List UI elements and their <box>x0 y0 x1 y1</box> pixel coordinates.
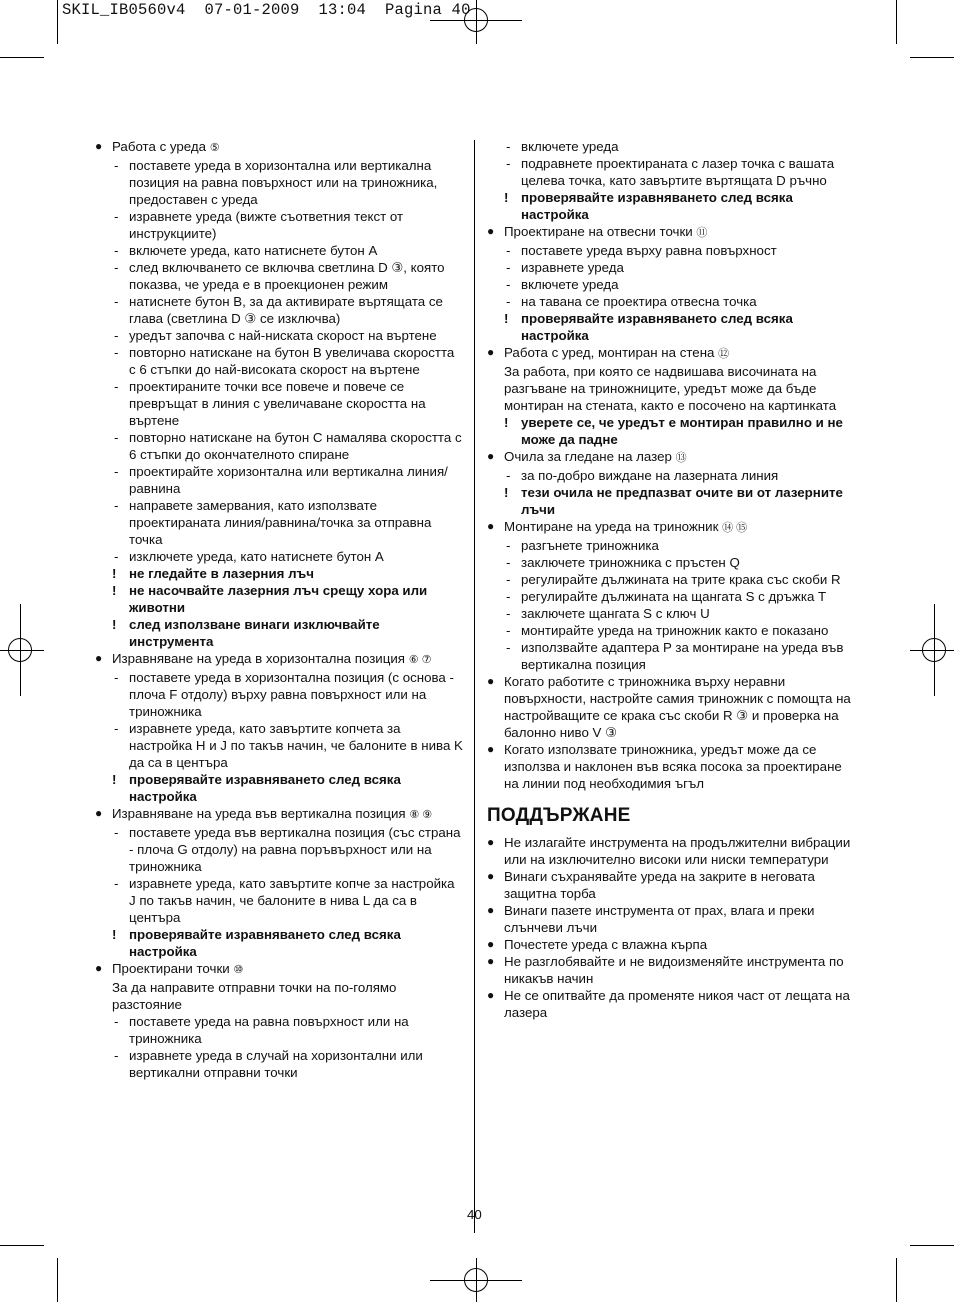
item-text: Когато използвате триножника, уредът може да се използва и наклонен във всяка посока за проектиране на линии под необходимия ъгъл <box>504 742 842 791</box>
dash-symbol: - <box>114 430 119 445</box>
bullet-symbol: ● <box>487 954 495 968</box>
item-text: Проектирани точки <box>112 961 230 976</box>
item-text: Винаги пазете инструмента от прах, влага и преки слънчеви лъчи <box>504 903 815 935</box>
dash-symbol: - <box>506 555 511 570</box>
item-text: Работа с уред, монтиран на стена <box>504 345 715 360</box>
dash-symbol: - <box>114 721 119 736</box>
item-text: включете уреда <box>521 139 619 154</box>
bullet-symbol: ● <box>487 224 495 238</box>
item-text: изравнете уреда <box>521 260 624 275</box>
page-number: 40 <box>467 1207 482 1222</box>
warning-symbol: ! <box>112 617 117 632</box>
dash-symbol: - <box>114 379 119 394</box>
item-text: поставете уреда в хоризонтална позиция (с основа - плоча F отдолу) върху равна повърхност или на триножника <box>129 670 454 719</box>
item-text: включете уреда, като натиснете бутон А <box>129 243 378 258</box>
dash-symbol: - <box>506 589 511 604</box>
warning-item <box>484 189 856 223</box>
dash-symbol: - <box>506 640 511 655</box>
item-text: Монтиране на уреда на триножник <box>504 519 719 534</box>
item-text: Не се опитвайте да променяте никоя част от лещата на лазера <box>504 988 850 1020</box>
item-text: Проектиране на отвесни точки <box>504 224 693 239</box>
item-text: заключете щангата S с ключ U <box>521 606 710 621</box>
dash-symbol: - <box>114 670 119 685</box>
dash-symbol: - <box>506 260 511 275</box>
item-text: не гледайте в лазерния лъч <box>129 566 314 581</box>
bullet-symbol: ● <box>95 139 103 153</box>
item-text: проектирайте хоризонтална или вертикална линия/равнина <box>129 464 448 496</box>
dash-symbol: - <box>114 1048 119 1063</box>
bullet-symbol: ● <box>95 806 103 820</box>
dash-item <box>484 639 856 673</box>
bullet-item <box>484 344 856 363</box>
bullet-symbol: ● <box>487 519 495 533</box>
item-text: изключете уреда, като натиснете бутон А <box>129 549 384 564</box>
dash-item <box>92 720 464 771</box>
dash-symbol: - <box>114 260 119 275</box>
bullet-symbol: ● <box>487 345 495 359</box>
item-text: след включването се включва светлина D ③, която показва, че уреда е в проекционен режим <box>129 260 445 292</box>
item-text: на тавана се проектира отвесна точка <box>521 294 757 309</box>
warning-symbol: ! <box>504 190 509 205</box>
warning-item <box>92 565 464 582</box>
bullet-item <box>484 223 856 242</box>
dash-symbol: - <box>114 243 119 258</box>
section-heading: ПОДДЪРЖАНЕ <box>487 805 631 826</box>
item-text: проверявайте изравняването след всяка настройка <box>129 927 401 959</box>
dash-symbol: - <box>114 549 119 564</box>
item-text: изравнете уреда (вижте съответния текст от инструкциите) <box>129 209 404 241</box>
item-text: за по-добро виждане на лазерната линия <box>521 468 779 483</box>
item-text: Почестете уреда с влажна кърпа <box>504 937 708 952</box>
item-text: проверявайте изравняването след всяка настройка <box>521 190 793 222</box>
dash-symbol: - <box>506 468 511 483</box>
dash-item <box>484 571 856 588</box>
dash-symbol: - <box>114 345 119 360</box>
item-text: разгънете триножника <box>521 538 659 553</box>
item-text: включете уреда <box>521 277 619 292</box>
warning-symbol: ! <box>112 927 117 942</box>
dash-symbol: - <box>114 158 119 173</box>
dash-symbol: - <box>506 156 511 171</box>
warning-symbol: ! <box>112 566 117 581</box>
warning-item <box>92 926 464 960</box>
paragraph: За да направите отправни точки на по-голямо разстояние <box>112 980 397 1012</box>
item-text: след използване винаги изключвайте инструмента <box>129 617 380 649</box>
dash-symbol: - <box>114 209 119 224</box>
figure-reference: ⑥ ⑦ <box>408 654 432 666</box>
item-text: повторно натискане на бутон С намалява скоростта с 6 стъпки до окончателното спиране <box>129 430 462 462</box>
item-text: проверявайте изравняването след всяка настройка <box>521 311 793 343</box>
bullet-item <box>484 448 856 467</box>
dash-item <box>484 605 856 622</box>
dash-item <box>484 155 856 189</box>
dash-item <box>484 467 856 484</box>
bullet-symbol: ● <box>487 835 495 849</box>
item-text: поставете уреда върху равна повърхност <box>521 243 777 258</box>
dash-item <box>484 622 856 639</box>
dash-symbol: - <box>506 538 511 553</box>
figure-reference: ⑭ ⑮ <box>722 522 748 534</box>
warning-symbol: ! <box>504 485 509 500</box>
column-divider <box>474 140 475 1233</box>
dash-item <box>92 242 464 259</box>
item-text: регулирайте дължината на трите крака със скоби R <box>521 572 841 587</box>
item-text: Не излагайте инструмента на продължителни вибрации или на изключително високи или ниски температури <box>504 835 851 867</box>
item-text: тези очила не предпазват очите ви от лазерните лъчи <box>521 485 843 517</box>
item-text: Винаги съхранявайте уреда на закрите в неговата защитна торба <box>504 869 815 901</box>
bullet-item <box>484 868 856 902</box>
item-text: поставете уреда във вертикална позиция (със страна - плоча G отдолу) на равна поръвърхност или на триножника <box>129 825 461 874</box>
warning-item <box>92 582 464 616</box>
dash-item <box>92 208 464 242</box>
item-text: проверявайте изравняването след всяка настройка <box>129 772 401 804</box>
item-text: Изравняване на уреда във вертикална позиция <box>112 806 406 821</box>
paragraph: За работа, при която се надвишава височината на разгъване на триножниците, уредът може да бъде монтиран на стената, както е посочено на картинката <box>504 364 837 413</box>
bullet-item <box>484 902 856 936</box>
dash-item <box>92 157 464 208</box>
dash-symbol: - <box>114 464 119 479</box>
item-text: използвайте адаптера P за монтиране на уреда във вертикална позиция <box>521 640 844 672</box>
dash-item <box>92 497 464 548</box>
bullet-item <box>484 936 856 953</box>
dash-symbol: - <box>114 1014 119 1029</box>
dash-symbol: - <box>114 294 119 309</box>
bullet-item <box>92 650 464 669</box>
dash-item <box>484 276 856 293</box>
item-text: повторно натискане на бутон В увеличава скоростта с 6 стъпки до най-високата скорост на въртене <box>129 345 455 377</box>
bullet-symbol: ● <box>95 961 103 975</box>
dash-item <box>484 242 856 259</box>
item-text: Изравняване на уреда в хоризонтална позиция <box>112 651 405 666</box>
warning-symbol: ! <box>504 415 509 430</box>
warning-item <box>484 310 856 344</box>
dash-symbol: - <box>114 876 119 891</box>
warning-item <box>484 414 856 448</box>
item-text: монтирайте уреда на триножник както е показано <box>521 623 829 638</box>
bullet-item <box>92 138 464 157</box>
bullet-symbol: ● <box>95 651 103 665</box>
dash-item <box>92 548 464 565</box>
item-text: изравнете уреда, като завъртите копче за настройка J по такъв начин, че балоните в нива L да са в центъра <box>129 876 455 925</box>
dash-symbol: - <box>506 243 511 258</box>
item-text: Работа с уреда <box>112 139 207 154</box>
right-column <box>484 138 856 1021</box>
bullet-item <box>484 518 856 537</box>
bullet-item <box>484 987 856 1021</box>
warning-symbol: ! <box>112 583 117 598</box>
warning-item <box>92 771 464 805</box>
item-text: Не разглобявайте и не видоизменяйте инструмента по никакъв начин <box>504 954 844 986</box>
item-text: подравнете проектираната с лазер точка с вашата целева точка, като завъртите въртящата D ръчно <box>521 156 835 188</box>
item-text: изравнете уреда, като завъртите копчета за настройка H и J по такъв начин, че балоните в нива K да са в центъра <box>129 721 463 770</box>
item-text: Когато работите с триножника върху неравни повърхности, настройте самия триножник с помощта на настройващите се крака със скоби R ③ и проверка на балонно ниво V ③ <box>504 674 851 740</box>
dash-item <box>92 344 464 378</box>
bullet-item <box>484 953 856 987</box>
item-text: изравнете уреда в случай на хоризонтални или вертикални отправни точки <box>129 1048 423 1080</box>
dash-symbol: - <box>506 623 511 638</box>
bullet-item <box>92 805 464 824</box>
dash-item <box>92 463 464 497</box>
dash-item <box>484 537 856 554</box>
bullet-symbol: ● <box>487 988 495 1002</box>
item-text: проектираните точки все повече и повече се превръщат в линия с увеличаване скоростта на въртене <box>129 379 426 428</box>
figure-reference: ⑬ <box>675 452 687 464</box>
bullet-symbol: ● <box>487 937 495 951</box>
dash-symbol: - <box>506 606 511 621</box>
figure-reference: ⑧ ⑨ <box>409 809 433 821</box>
bullet-symbol: ● <box>487 742 495 756</box>
item-text: направете замервания, като използвате проектираната линия/равнина/точка за отправна точка <box>129 498 432 547</box>
bullet-symbol: ● <box>487 869 495 883</box>
item-text: Очила за гледане на лазер <box>504 449 672 464</box>
dash-item <box>92 669 464 720</box>
bullet-item <box>484 741 856 792</box>
warning-item <box>92 616 464 650</box>
dash-item <box>92 429 464 463</box>
item-text: натиснете бутон В, за да активирате въртящата се глава (светлина D ③ се изключва) <box>129 294 443 326</box>
dash-item <box>92 824 464 875</box>
warning-symbol: ! <box>504 311 509 326</box>
warning-item <box>484 484 856 518</box>
item-text: не насочвайте лазерния лъч срещу хора или животни <box>129 583 428 615</box>
dash-symbol: - <box>506 277 511 292</box>
dash-symbol: - <box>114 498 119 513</box>
warning-symbol: ! <box>112 772 117 787</box>
dash-item <box>92 875 464 926</box>
bullet-item <box>484 834 856 868</box>
dash-item <box>92 1047 464 1081</box>
item-text: уредът започва с най-ниската скорост на въртене <box>129 328 437 343</box>
bullet-symbol: ● <box>487 674 495 688</box>
dash-item <box>484 554 856 571</box>
item-text: уверете се, че уредът е монтиран правилно и не може да падне <box>521 415 843 447</box>
item-text: заключете триножника с пръстен Q <box>521 555 740 570</box>
figure-reference: ⑪ <box>696 227 708 239</box>
figure-reference: ⑩ <box>233 964 244 976</box>
bullet-item <box>92 960 464 979</box>
dash-item <box>484 259 856 276</box>
dash-item <box>484 293 856 310</box>
dash-item <box>92 378 464 429</box>
dash-item <box>484 138 856 155</box>
dash-symbol: - <box>506 139 511 154</box>
dash-symbol: - <box>114 328 119 343</box>
bullet-item <box>484 673 856 741</box>
dash-item <box>92 327 464 344</box>
print-slug-header: SKIL_IB0560v4 07-01-2009 13:04 Pagina 40 <box>62 1 471 19</box>
dash-symbol: - <box>506 294 511 309</box>
figure-reference: ⑤ <box>209 142 220 154</box>
dash-symbol: - <box>114 825 119 840</box>
figure-reference: ⑫ <box>718 348 730 360</box>
left-column <box>92 138 464 1081</box>
item-text: поставете уреда на равна повърхност или на триножника <box>129 1014 409 1046</box>
item-text: поставете уреда в хоризонтална или вертикална позиция на равна повърхност или на триножника, предоставен с уреда <box>129 158 438 207</box>
item-text: регулирайте дължината на щангата S с дръжка T <box>521 589 827 604</box>
dash-item <box>92 259 464 293</box>
dash-item <box>484 588 856 605</box>
dash-symbol: - <box>506 572 511 587</box>
bullet-symbol: ● <box>487 449 495 463</box>
dash-item <box>92 293 464 327</box>
bullet-symbol: ● <box>487 903 495 917</box>
dash-item <box>92 1013 464 1047</box>
